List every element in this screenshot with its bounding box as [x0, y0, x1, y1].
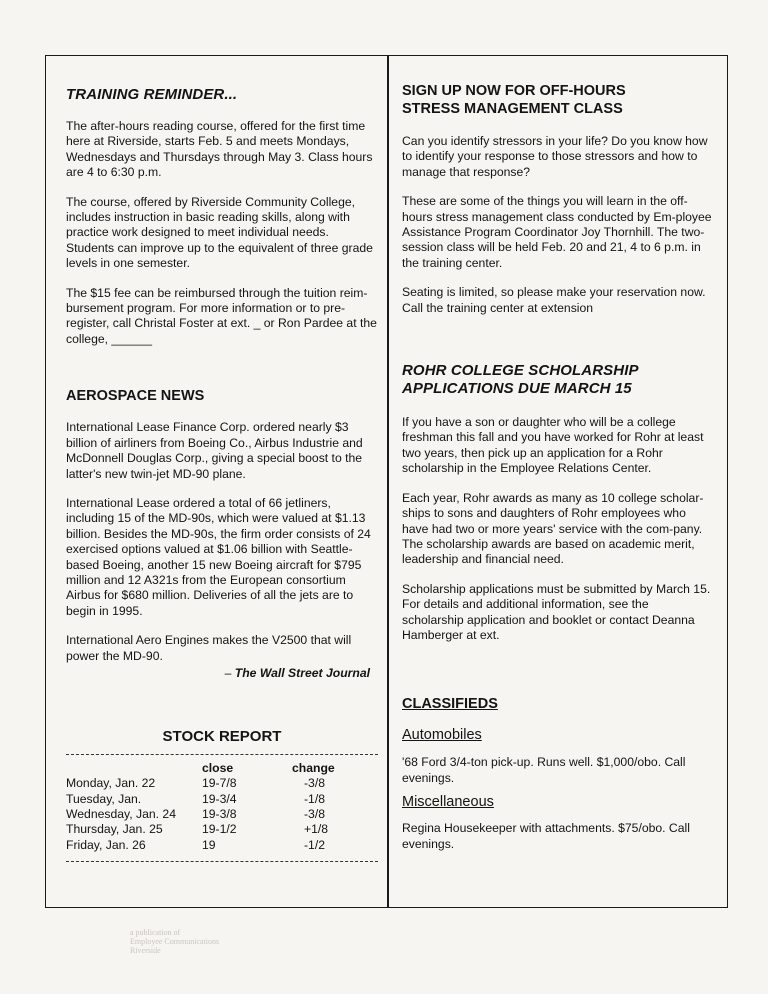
- automobiles-listing: '68 Ford 3/4-ton pick-up. Runs well. $1,000/obo. Call evenings.: [402, 755, 686, 785]
- stock-close: 19: [202, 837, 216, 852]
- stock-change: -3/8: [304, 807, 326, 821]
- footer-credit: [130, 928, 250, 955]
- training-paragraph: The $15 fee can be reimbursed through the tuition reim-bursement program. For more information or to pre-register, call Christal Foster at ext. _ or Ron Pardee at the college, ______: [66, 285, 377, 346]
- footer-line: a publication of: [130, 928, 181, 937]
- stock-row: [66, 776, 372, 791]
- stock-row: [66, 838, 372, 853]
- left-column: [66, 55, 378, 862]
- stress-paragraph: Seating is limited, so please make your reservation now. Call the training center at extension: [402, 285, 706, 315]
- stress-title-line2: STRESS MANAGEMENT CLASS: [402, 101, 623, 117]
- close-header: close: [202, 760, 234, 775]
- aerospace-paragraph: International Lease Finance Corp. ordered nearly $3 billion of airliners from Boeing Co., Airbus Industrie and McDonnell Douglas Corp., giving a special boost to the latter's new twin-jet MD-90 plane.: [66, 420, 363, 481]
- stock-table: [66, 761, 372, 853]
- stock-close: 19-7/8: [202, 776, 237, 791]
- scholarship-paragraph: If you have a son or daughter who will be a college freshman this fall and you have worked for Rohr at least two years, then pick up an application for a Rohr scholarship in the Employee Relations Center.: [402, 415, 704, 476]
- stock-day: Tuesday, Jan.: [66, 791, 142, 806]
- stock-row: [66, 792, 372, 807]
- training-paragraph: The after-hours reading course, offered for the first time here at Riverside, starts Feb. 5 and meets Mondays, Wednesdays and Thursdays through May 3. Class hours are 4 to 6:30 p.m.: [66, 119, 373, 180]
- training-title: TRAINING REMINDER...: [66, 86, 238, 103]
- stock-close: 19-3/8: [202, 807, 237, 821]
- scholarship-paragraph: Each year, Rohr awards as many as 10 college scholar-ships to sons and daughters of Rohr employees who have had two or more years' service with the com-pany. The scholarship awards are based on academic merit, leadership and financial need.: [402, 490, 704, 567]
- stress-title: [402, 82, 712, 118]
- scholarship-title: [402, 362, 712, 398]
- column-divider: [387, 55, 389, 908]
- stock-day: Wednesday, Jan. 24: [66, 807, 176, 821]
- classifieds-title: CLASSIFIEDS: [402, 696, 498, 713]
- aerospace-attribution: – The Wall Street Journal: [224, 665, 370, 680]
- aerospace-paragraph: International Aero Engines makes the V2500 that will power the MD-90.: [66, 633, 352, 663]
- stock-report-title: STOCK REPORT: [162, 728, 282, 746]
- stock-close: 19-3/4: [202, 791, 237, 806]
- stock-row: [66, 807, 372, 822]
- scholarship-paragraph: Scholarship applications must be submitted by March 15. For details and additional information, see the scholarship application and booklet or contact Deanna Hamberger at ext.: [402, 581, 711, 642]
- footer-line: Employee Communications: [130, 937, 220, 946]
- scholarship-title-line1: ROHR COLLEGE SCHOLARSHIP: [402, 362, 639, 380]
- stock-day: Monday, Jan. 22: [66, 776, 156, 791]
- miscellaneous-listing: Regina Housekeeper with attachments. $75/obo. Call evenings.: [402, 821, 690, 851]
- change-header: change: [292, 760, 335, 775]
- right-column: [402, 55, 712, 866]
- attribution-source: The Wall Street Journal: [234, 665, 370, 680]
- miscellaneous-heading: Miscellaneous: [402, 793, 494, 810]
- footer-line: Riverside: [130, 946, 161, 955]
- stock-day: Friday, Jan. 26: [66, 837, 146, 852]
- stock-change: -1/8: [304, 791, 326, 806]
- stress-paragraph: Can you identify stressors in your life? Do you know how to identify your response to those stressors and how to manage that response?: [402, 134, 708, 179]
- automobiles-heading: Automobiles: [402, 726, 482, 743]
- stock-day: Thursday, Jan. 25: [66, 822, 163, 837]
- stress-title-line1: SIGN UP NOW FOR OFF-HOURS: [402, 83, 626, 99]
- training-paragraph: The course, offered by Riverside Community College, includes instruction in basic reading skills, along with practice work designed to meet individual needs. Students can improve up to the equivalent of three grade levels in one semester.: [66, 194, 373, 271]
- stock-change: -3/8: [304, 776, 326, 791]
- stock-row: [66, 822, 372, 837]
- stress-paragraph: These are some of the things you will learn in the off-hours stress management class conducted by Em-ployee Assistance Program Coordinator Joy Thornhill. The two-session class will be held Feb. 20 and 21, 4 to 6 p.m. in the training center.: [402, 194, 712, 270]
- aerospace-title: AEROSPACE NEWS: [66, 388, 205, 405]
- stock-bottom-rule: [66, 861, 378, 862]
- stock-change: -1/2: [304, 837, 326, 852]
- aerospace-paragraph: International Lease ordered a total of 66 jetliners, including 15 of the MD-90s, which were valued at $1.13 billion. Besides the MD-90s, the firm order consists of 24 exercised options valued at $1.06 billion with Seattle-based Boeing, another 15 new Boeing aircraft for $795 million and 12 A321s from the European consortium Airbus for $680 million. Deliveries of all the jets are to begin in 1995.: [66, 495, 371, 618]
- stock-header-row: [66, 761, 372, 776]
- stock-close: 19-1/2: [202, 822, 237, 837]
- stock-change: +1/8: [304, 822, 329, 837]
- scholarship-title-line2: APPLICATIONS DUE MARCH 15: [402, 380, 632, 398]
